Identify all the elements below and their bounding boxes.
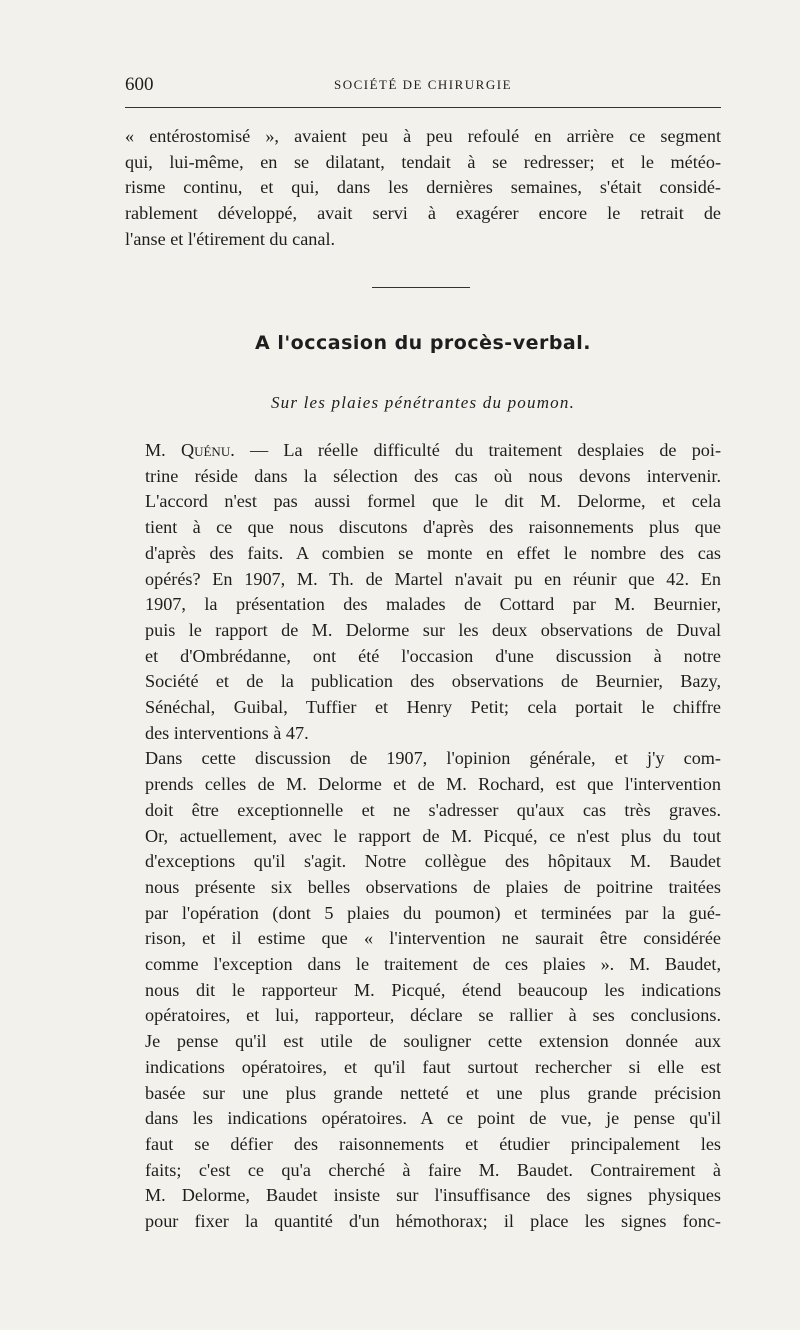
text-line: Or, actuellement, avec le rapport de M. Picqué, ce n'est plus du tout	[145, 825, 721, 846]
text-line: risme continu, et qui, dans les dernières semaines, s'était considé-	[125, 177, 721, 198]
author-name: Quénu	[180, 440, 231, 460]
author-prefix: M.	[145, 440, 181, 460]
text-line: rablement développé, avait servi à exagérer encore le retrait de	[125, 203, 721, 224]
text-line: M. Delorme, Baudet insiste sur l'insuffisance des signes physiques	[145, 1185, 721, 1206]
section-subtitle: Sur les plaies pénétrantes du poumon.	[270, 393, 576, 412]
text-line: Je pense qu'il est utile de souligner cette extension donnée aux	[145, 1031, 721, 1052]
text-line: nous présente six belles observations de plaies de poitrine traitées	[145, 876, 721, 897]
text-line: trine réside dans la sélection des cas où nous devons intervenir.	[145, 465, 721, 486]
header-rule	[125, 107, 721, 108]
text-line: opérés? En 1907, M. Th. de Martel n'avait pu en réunir que 42. En	[145, 568, 721, 589]
text-line: dans les indications opératoires. A ce point de vue, je pense qu'il	[145, 1108, 721, 1129]
paragraph	[125, 1029, 721, 1235]
text-line: par l'opération (dont 5 plaies du poumon) et terminées par la gué-	[145, 902, 721, 923]
paragraph	[125, 746, 721, 1029]
text-line: des interventions à 47.	[145, 722, 309, 743]
text-line: puis le rapport de M. Delorme sur les deux observations de Duval	[145, 619, 721, 640]
running-title: SOCIÉTÉ DE CHIRURGIE	[333, 77, 513, 92]
text-line: d'après des faits. A combien se monte en effet le nombre des cas	[145, 542, 721, 563]
text-line: basée sur une plus grande netteté et une plus grande précision	[145, 1082, 721, 1103]
text-line	[125, 438, 721, 464]
continued-paragraph	[125, 124, 721, 253]
text-line: faits; c'est ce qu'a cherché à faire M. Baudet. Contrairement à	[145, 1159, 721, 1180]
main-text	[125, 438, 721, 1235]
text-line: Dans cette discussion de 1907, l'opinion générale, et j'y com-	[145, 748, 721, 769]
text-line: pour fixer la quantité d'un hémothorax; il place les signes fonc-	[145, 1211, 721, 1232]
text-line: prends celles de M. Delorme et de M. Rochard, est que l'intervention	[145, 774, 721, 795]
text-line: Société et de la publication des observations de Beurnier, Bazy,	[145, 671, 721, 692]
text-line: opératoires, et lui, rapporteur, déclare se rallier à ses conclusions.	[145, 1005, 721, 1026]
text-line: « entérostomisé », avaient peu à peu refoulé en arrière ce segment	[125, 126, 721, 146]
text-line: faut se défier des raisonnements et étudier principalement les	[145, 1133, 721, 1154]
text-line: comme l'exception dans le traitement de ces plaies ». M. Baudet,	[145, 954, 721, 975]
text-line: tient à ce que nous discutons d'après des raisonnements plus que	[145, 517, 721, 538]
text-line: 1907, la présentation des malades de Cottard par M. Beurnier,	[145, 594, 721, 615]
section-separator	[372, 287, 470, 288]
text-line: doit être exceptionnelle et ne s'adresser qu'aux cas très graves.	[145, 799, 721, 820]
text-line: L'accord n'est pas aussi formel que le dit M. Delorme, et cela	[145, 491, 721, 512]
text-line: d'exceptions qu'il s'agit. Notre collègue des hôpitaux M. Baudet	[145, 851, 721, 872]
section-title: A l'occasion du procès-verbal.	[255, 332, 591, 354]
text-line: Sénéchal, Guibal, Tuffier et Henry Petit; cela portait le chiffre	[145, 697, 721, 718]
text-line: et d'Ombrédanne, ont été l'occasion d'une discussion à notre	[145, 645, 721, 666]
page-number: 600	[125, 74, 154, 95]
text-line: l'anse et l'étirement du canal.	[125, 228, 336, 249]
page-header	[125, 72, 721, 100]
text-line: rison, et il estime que « l'intervention ne saurait être considérée	[145, 928, 721, 949]
text-line: qui, lui-même, en se dilatant, tendait à se redresser; et le météo-	[125, 151, 721, 172]
text-line: indications opératoires, et qu'il faut surtout rechercher si elle est	[145, 1056, 721, 1077]
text-run: . — La réelle difficulté du traitement desplaies de poi-	[230, 440, 722, 460]
text-line: nous dit le rapporteur M. Picqué, étend beaucoup les indications	[145, 979, 721, 1000]
paragraph	[125, 438, 721, 746]
